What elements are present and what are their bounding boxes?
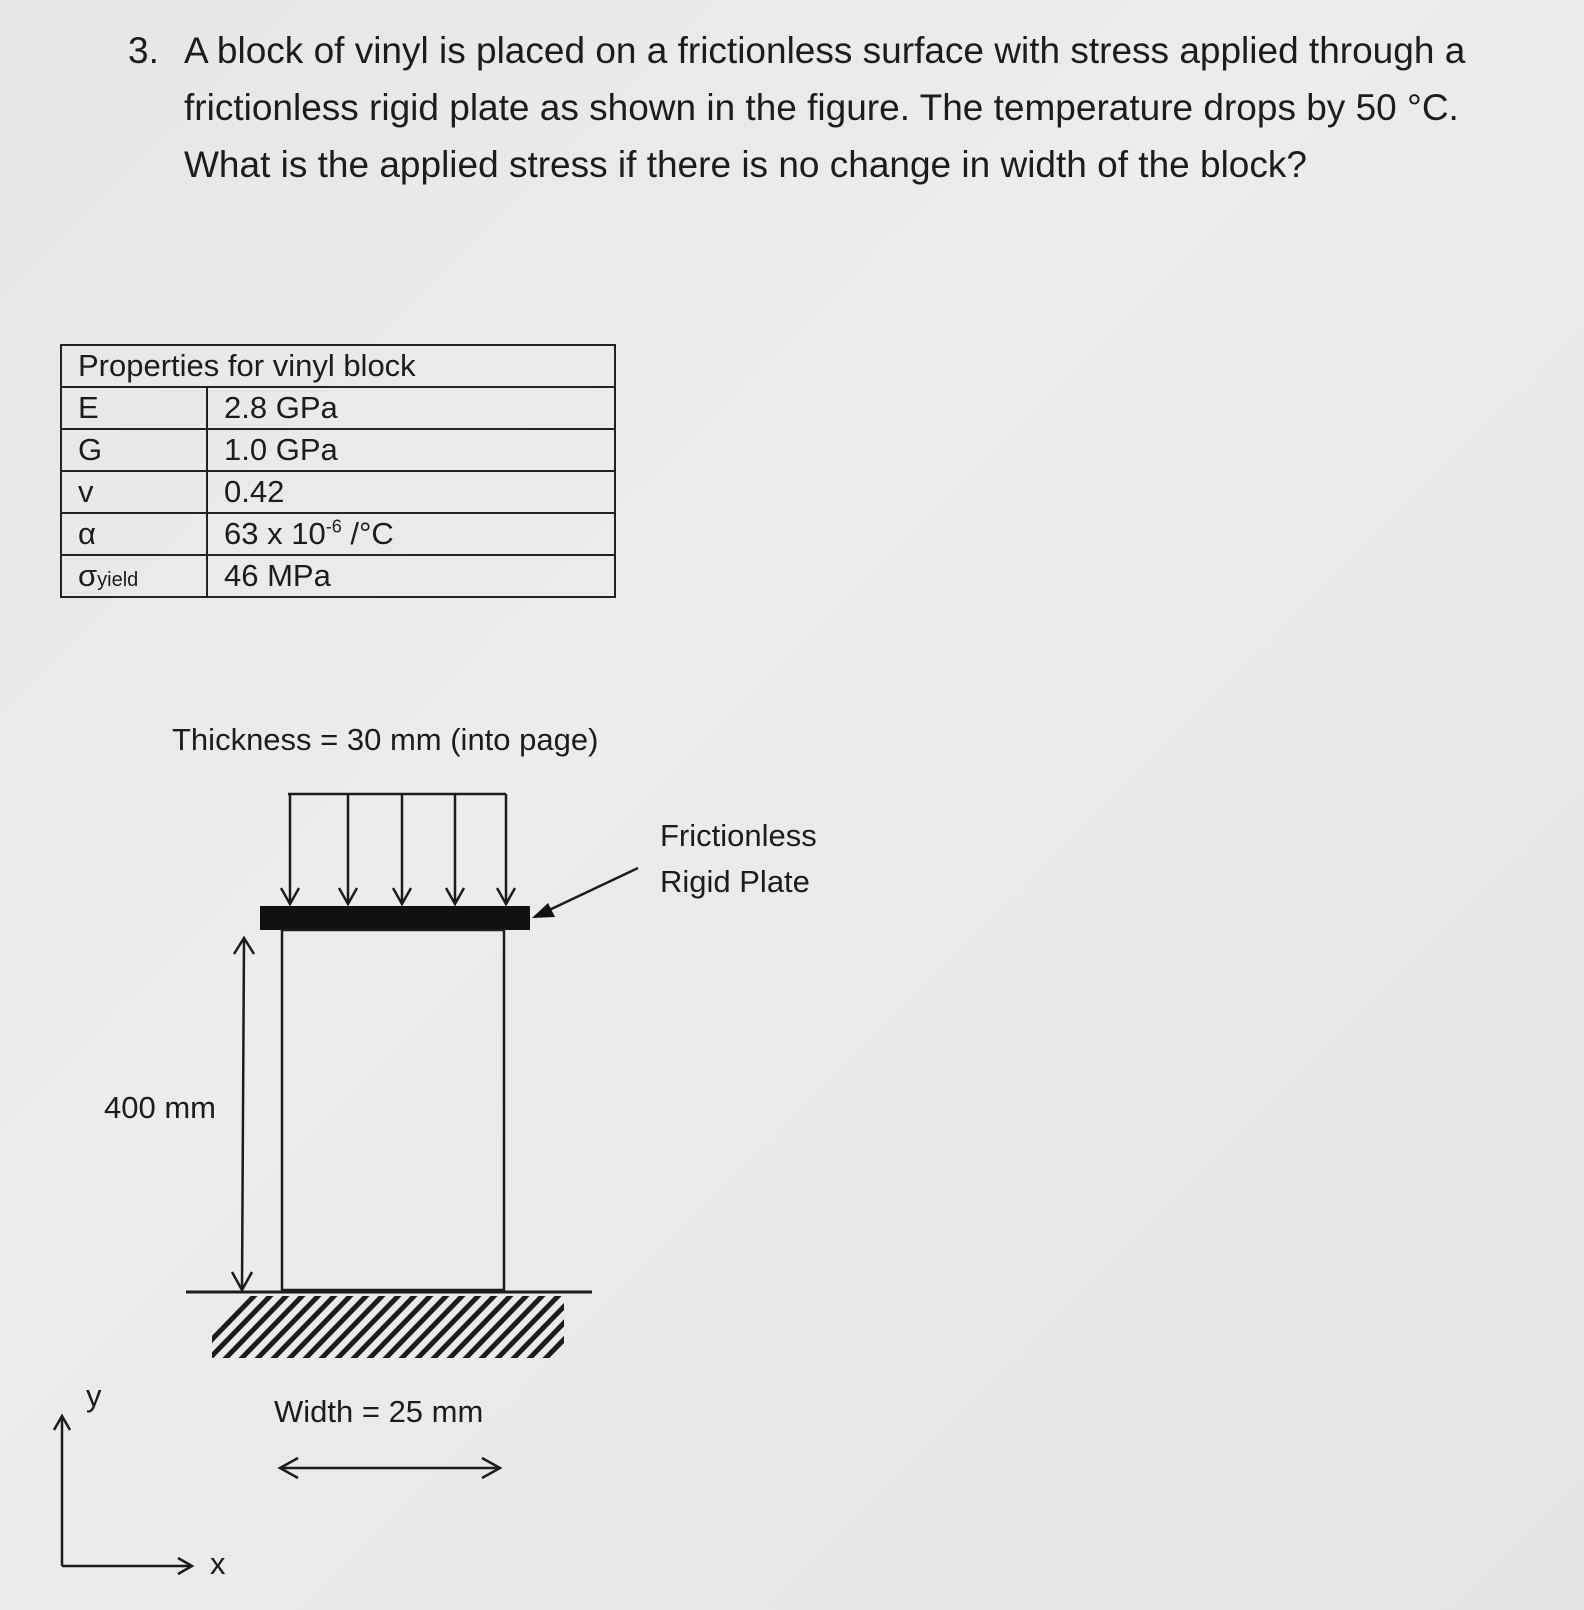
symbol-base: σ <box>78 558 98 593</box>
property-symbol: G <box>61 429 207 471</box>
property-symbol: E <box>61 387 207 429</box>
symbol-subscript: yield <box>97 569 139 591</box>
down-arrow-icon <box>446 794 464 904</box>
down-arrow-icon <box>339 794 357 904</box>
axis-y-label: y <box>86 1378 102 1413</box>
arrowhead-icon <box>532 903 555 918</box>
down-arrow-icon <box>497 794 515 904</box>
property-value: 2.8 GPa <box>207 387 615 429</box>
plate-label-line2: Rigid Plate <box>660 864 810 899</box>
property-symbol: α <box>61 513 207 555</box>
property-value: 46 MPa <box>207 555 615 597</box>
property-symbol: v <box>61 471 207 513</box>
plate-leader-arrow <box>532 868 638 918</box>
height-dimension-arrow <box>232 938 254 1290</box>
axis-x-label: x <box>210 1546 226 1581</box>
value-base: 63 x 10 <box>224 516 326 551</box>
down-arrow-icon <box>393 794 411 904</box>
table-title: Properties for vinyl block <box>61 345 615 387</box>
height-label: 400 mm <box>104 1090 216 1125</box>
load-arrows <box>281 794 515 904</box>
vinyl-block <box>282 930 504 1290</box>
thickness-label: Thickness = 30 mm (into page) <box>172 722 599 757</box>
down-arrow-icon <box>281 794 299 904</box>
value-exponent: -6 <box>325 516 342 537</box>
property-value: 1.0 GPa <box>207 429 615 471</box>
width-dimension-arrow <box>280 1458 500 1478</box>
plate-label-line1: Frictionless <box>660 818 817 853</box>
question-number: 3. <box>128 30 159 71</box>
rigid-plate <box>260 906 530 930</box>
question-text: A block of vinyl is placed on a frictionless surface with stress applied through a frictionless rigid plate as shown in the figure. The temperature drops by 50 °C. What is the applied stress if there is no change in width of the block? <box>184 30 1466 185</box>
width-label: Width = 25 mm <box>274 1394 484 1429</box>
property-value: 0.42 <box>207 471 615 513</box>
value-unit: /°C <box>341 516 394 551</box>
coordinate-axes <box>54 1416 192 1574</box>
ground-hatch <box>190 1292 610 1362</box>
